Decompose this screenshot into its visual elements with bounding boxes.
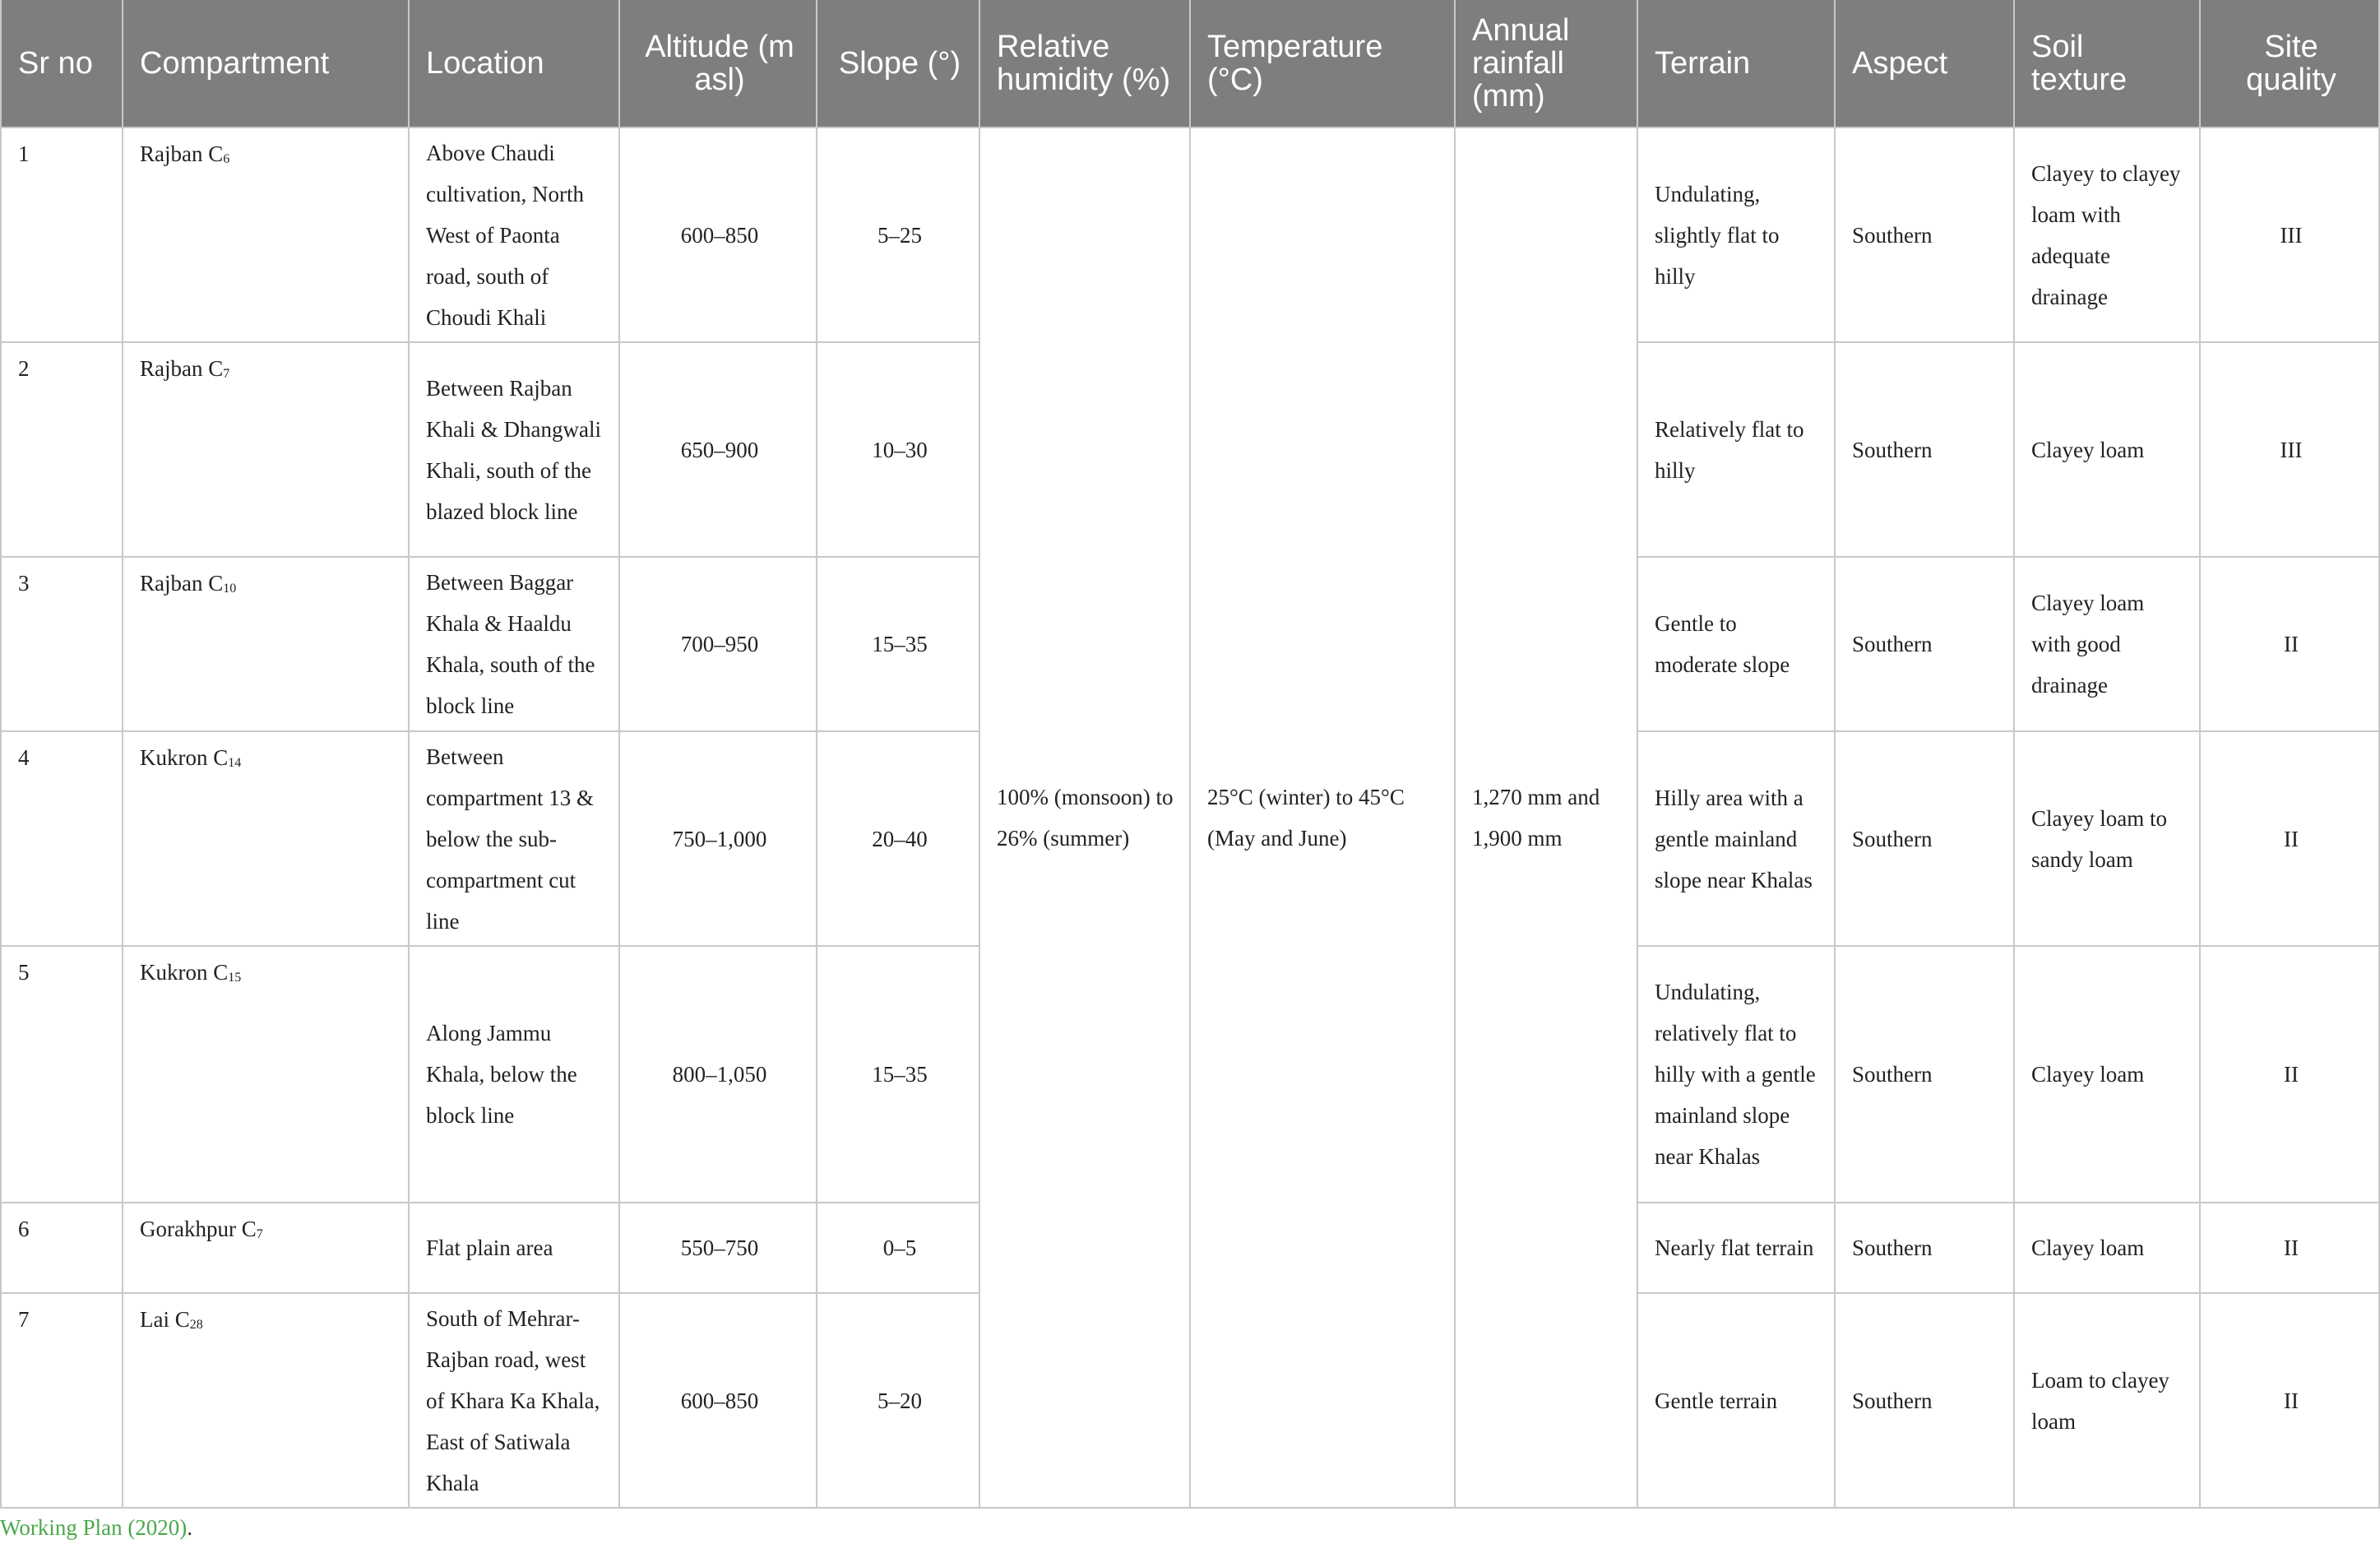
header-compartment: Compartment xyxy=(123,0,409,127)
cell-slope: 0–5 xyxy=(817,1203,979,1293)
table-footnote xyxy=(0,1515,192,1541)
cell-terrain: Gentle terrain xyxy=(1637,1293,1835,1508)
cell-terrain: Relatively flat to hilly xyxy=(1637,342,1835,557)
cell-site-quality: II xyxy=(2200,731,2379,946)
cell-slope: 10–30 xyxy=(817,342,979,557)
cell-altitude: 800–1,050 xyxy=(619,946,817,1203)
cell-location: Flat plain area xyxy=(409,1203,619,1293)
compartment-subscript: 14 xyxy=(228,756,242,770)
cell-aspect: Southern xyxy=(1835,1203,2014,1293)
compartment-subscript: 7 xyxy=(223,367,230,381)
header-terrain: Terrain xyxy=(1637,0,1835,127)
cell-location: Along Jammu Khala, below the block line xyxy=(409,946,619,1203)
cell-terrain: Hilly area with a gentle mainland slope near Khalas xyxy=(1637,731,1835,946)
cell-compartment xyxy=(123,1203,409,1293)
header-row xyxy=(1,0,2379,127)
cell-soil-texture: Clayey loam to sandy loam xyxy=(2014,731,2200,946)
compartment-subscript: 15 xyxy=(228,971,242,985)
cell-compartment xyxy=(123,557,409,731)
cell-slope: 15–35 xyxy=(817,557,979,731)
header-aspect: Aspect xyxy=(1835,0,2014,127)
cell-location: Above Chaudi cultivation, North West of Paonta road, south of Choudi Khali xyxy=(409,127,619,342)
compartment-subscript: 10 xyxy=(223,582,237,596)
cell-site-quality: II xyxy=(2200,1293,2379,1508)
header-soil-texture: Soil texture xyxy=(2014,0,2200,127)
cell-terrain: Gentle to moderate slope xyxy=(1637,557,1835,731)
compartment-subscript: 28 xyxy=(189,1318,203,1332)
compartment-name: Kukron C xyxy=(140,745,229,770)
cell-location: South of Mehrar-Rajban road, west of Khara Ka Khala, East of Satiwala Khala xyxy=(409,1293,619,1508)
cell-soil-texture: Clayey loam xyxy=(2014,1203,2200,1293)
cell-site-quality: III xyxy=(2200,342,2379,557)
cell-compartment xyxy=(123,342,409,557)
cell-slope: 5–20 xyxy=(817,1293,979,1508)
compartment-name: Gorakhpur C xyxy=(140,1217,257,1241)
compartment-name: Rajban C xyxy=(140,356,224,381)
cell-compartment xyxy=(123,127,409,342)
compartment-name: Kukron C xyxy=(140,960,229,985)
cell-sr-no: 4 xyxy=(1,731,123,946)
cell-sr-no: 7 xyxy=(1,1293,123,1508)
compartment-name: Lai C xyxy=(140,1307,190,1332)
cell-sr-no: 3 xyxy=(1,557,123,731)
header-temperature: Temperature (°C) xyxy=(1190,0,1455,127)
header-location: Location xyxy=(409,0,619,127)
cell-aspect: Southern xyxy=(1835,342,2014,557)
cell-soil-texture: Clayey loam xyxy=(2014,946,2200,1203)
compartment-name: Rajban C xyxy=(140,571,224,596)
cell-aspect: Southern xyxy=(1835,731,2014,946)
cell-aspect: Southern xyxy=(1835,127,2014,342)
cell-terrain: Nearly flat terrain xyxy=(1637,1203,1835,1293)
cell-soil-texture: Clayey loam xyxy=(2014,342,2200,557)
cell-location: Between Rajban Khali & Dhangwali Khali, south of the blazed block line xyxy=(409,342,619,557)
compartment-name: Rajban C xyxy=(140,141,224,166)
cell-site-quality: II xyxy=(2200,1203,2379,1293)
header-sr-no: Sr no xyxy=(1,0,123,127)
compartment-subscript: 7 xyxy=(256,1227,263,1241)
table-row xyxy=(1,127,2379,342)
cell-aspect: Southern xyxy=(1835,1293,2014,1508)
source-link[interactable]: Working Plan (2020) xyxy=(0,1515,188,1540)
cell-slope: 15–35 xyxy=(817,946,979,1203)
cell-compartment xyxy=(123,946,409,1203)
cell-soil-texture: Loam to clayey loam xyxy=(2014,1293,2200,1508)
cell-altitude: 650–900 xyxy=(619,342,817,557)
cell-soil-texture: Clayey loam with good drainage xyxy=(2014,557,2200,731)
header-site-quality: Site quality xyxy=(2200,0,2379,127)
cell-altitude: 600–850 xyxy=(619,1293,817,1508)
cell-compartment xyxy=(123,731,409,946)
cell-humidity: 100% (monsoon) to 26% (summer) xyxy=(979,127,1190,1508)
cell-aspect: Southern xyxy=(1835,946,2014,1203)
cell-altitude: 600–850 xyxy=(619,127,817,342)
footnote-period: . xyxy=(187,1515,193,1540)
header-slope: Slope (°) xyxy=(817,0,979,127)
cell-altitude: 750–1,000 xyxy=(619,731,817,946)
cell-sr-no: 6 xyxy=(1,1203,123,1293)
cell-rainfall: 1,270 mm and 1,900 mm xyxy=(1455,127,1637,1508)
cell-aspect: Southern xyxy=(1835,557,2014,731)
compartment-subscript: 6 xyxy=(223,152,230,166)
cell-slope: 5–25 xyxy=(817,127,979,342)
cell-sr-no: 5 xyxy=(1,946,123,1203)
header-humidity: Relative humidity (%) xyxy=(979,0,1190,127)
header-rainfall: Annual rainfall (mm) xyxy=(1455,0,1637,127)
cell-compartment xyxy=(123,1293,409,1508)
cell-sr-no: 2 xyxy=(1,342,123,557)
cell-site-quality: II xyxy=(2200,557,2379,731)
cell-sr-no: 1 xyxy=(1,127,123,342)
cell-slope: 20–40 xyxy=(817,731,979,946)
cell-site-quality: II xyxy=(2200,946,2379,1203)
cell-site-quality: III xyxy=(2200,127,2379,342)
cell-terrain: Undulating, relatively flat to hilly with a gentle mainland slope near Khalas xyxy=(1637,946,1835,1203)
cell-location: Between Baggar Khala & Haaldu Khala, south of the block line xyxy=(409,557,619,731)
cell-soil-texture: Clayey to clayey loam with adequate drainage xyxy=(2014,127,2200,342)
cell-location: Between compartment 13 & below the sub-compartment cut line xyxy=(409,731,619,946)
header-altitude: Altitude (m asl) xyxy=(619,0,817,127)
cell-altitude: 700–950 xyxy=(619,557,817,731)
cell-terrain: Undulating, slightly flat to hilly xyxy=(1637,127,1835,342)
cell-temperature: 25°C (winter) to 45°C (May and June) xyxy=(1190,127,1455,1508)
cell-altitude: 550–750 xyxy=(619,1203,817,1293)
